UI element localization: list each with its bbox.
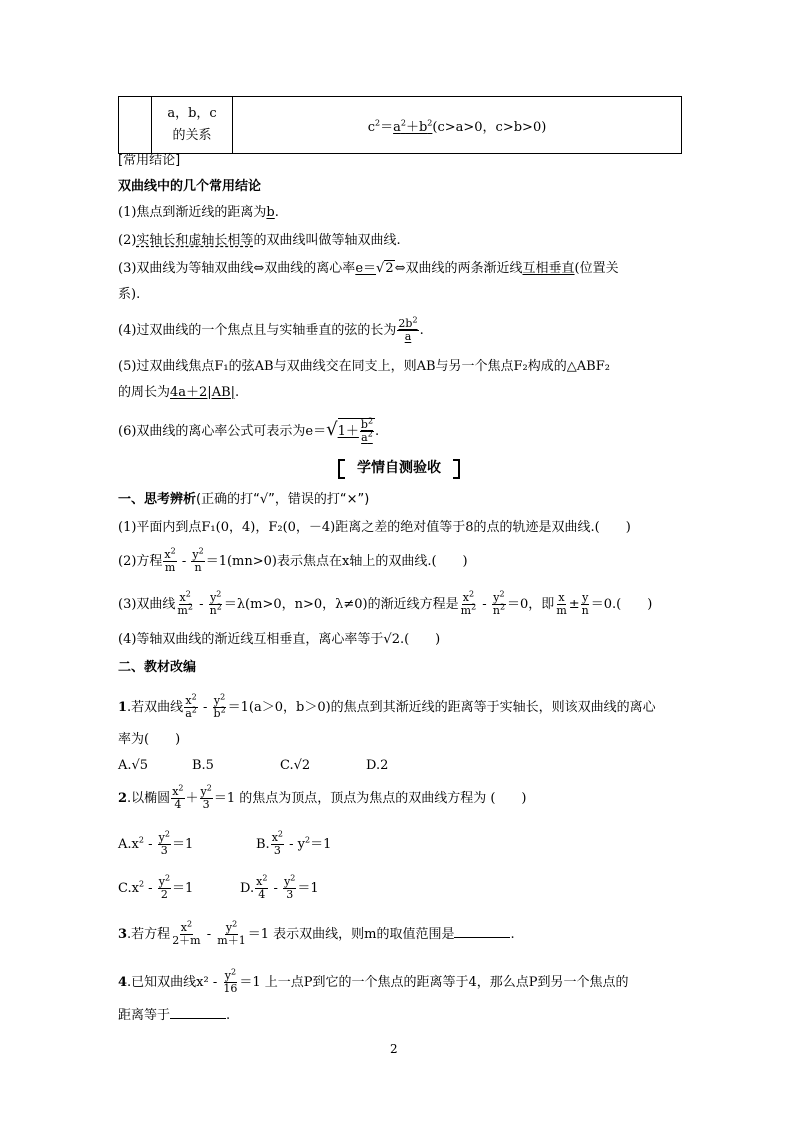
c2-underlined: 实轴长和虚轴长相等 xyxy=(136,233,254,248)
option-d: D.2 xyxy=(366,758,389,773)
option-c: $C.x^2$ - $\frac{y^2}{2}$ ＝1 xyxy=(118,873,194,901)
part2-title: 二、教材改编 xyxy=(118,660,197,675)
part2-q1-line2: 率为( ) xyxy=(118,732,181,747)
common-tag: [常用结论] xyxy=(118,153,181,168)
conclusion-3: (3)双曲线为等轴双曲线⇔双曲线的离心率e＝√2⇔双曲线的两条渐近线互相垂直(位置关 xyxy=(118,261,619,276)
table-empty-cell xyxy=(119,97,152,154)
part1-q1: (1)平面内到点F₁(0，4)，F₂(0，－4)距离之差的绝对值等于8的点的轨迹是双曲线.( ) xyxy=(118,520,631,535)
option-b: B. $\frac{x^2}{3}$ - $y^2=1$ xyxy=(256,829,332,857)
c1-value: b xyxy=(266,205,275,220)
table-row xyxy=(119,97,682,154)
answer-blank[interactable] xyxy=(454,925,510,938)
part2-q1: 1.若双曲线 $\frac{x^2}{a^2}$ - $\frac{y^2}{b^2}$ ＝1(a＞0，b＞0)的焦点到其渐近线的距离等于实轴长，则该双曲线的离心 xyxy=(118,692,656,720)
section-heading: 学情自测验收 xyxy=(338,458,460,478)
conclusion-5: (5)过双曲线焦点F₁的弦AB与双曲线交在同支上，则AB与另一个焦点F₂构成的△ABF₂ xyxy=(118,359,610,374)
common-title: 双曲线中的几个常用结论 xyxy=(118,179,262,194)
part1-q2: (2)方程 $\frac{x^2}{m}$ - $\frac{y^2}{n}$ ＝1(mn>0)表示焦点在x轴上的双曲线.( ) xyxy=(118,546,468,574)
conclusion-4: (4)过双曲线的一个焦点且与实轴垂直的弦的长为 $\frac{2b^2}{a}$ . xyxy=(118,315,424,343)
c3-ecc: e＝√2 xyxy=(355,261,394,276)
table-value-cell: $c^2=a^2+b^2(c>a>0$，c>b>0) xyxy=(233,97,682,154)
part2-q3: 3.若方程 $\frac{x^2}{2+m}$ - $\frac{y^2}{m+1}$ ＝1 表示双曲线，则m的取值范围是 . xyxy=(118,919,515,947)
c4-fraction: $\frac{2b^2}{a}$ xyxy=(398,315,418,343)
part2-q4-line2: 距离等于 . xyxy=(118,1008,231,1023)
table-label-cell xyxy=(152,97,233,154)
table-label-line1: a，b，c xyxy=(167,106,217,121)
relation-table xyxy=(118,96,682,154)
option-d: D. $\frac{x^2}{4}$ - $\frac{y^2}{3}$ ＝1 xyxy=(240,873,319,901)
table-label-line2: 的关系 xyxy=(172,128,212,143)
page-number: 2 xyxy=(390,1042,398,1056)
part2-q2: 2.以椭圆 $\frac{x^2}{4}$ ＋ $\frac{y^2}{3}$ ＝1 的焦点为顶点，顶点为焦点的双曲线方程为 ( ) xyxy=(118,783,527,811)
answer-blank[interactable] xyxy=(170,1006,226,1019)
part1-title: 一、思考辨析(正确的打“√”，错误的打“×”) xyxy=(118,492,370,507)
conclusion-6: (6)双曲线的离心率公式可表示为e＝√1＋ $\frac{b^2}{a^2}$ . xyxy=(118,416,380,444)
conclusion-3-line2: 系). xyxy=(118,287,141,302)
c5-value: 4a＋2|AB| xyxy=(170,385,236,400)
option-a: $A.x^2$ - $\frac{y^2}{3}$ ＝1 xyxy=(118,829,194,857)
option-a: A.√5 xyxy=(118,758,149,773)
part2-q4: 4.已知双曲线x² - $\frac{y^2}{16}$ ＝1 上一点P到它的一个焦点的距离等于4，那么点P到另一个焦点的 xyxy=(118,967,629,995)
conclusion-1: (1)焦点到渐近线的距离为b. xyxy=(118,205,279,220)
part1-q3: (3)双曲线 $\frac{x^2}{m^2}$ - $\frac{y^2}{n^2}$ ＝λ(m>0，n>0，λ≠0)的渐近线方程是 $\frac{x^2}{m^2}$ - $\frac{y^2}{n^2}$ ＝0，即 $\frac{x}{m}$ ± $\frac{y}{n}$ ＝0.( ) xyxy=(118,589,653,617)
c3-perp: 互相垂直 xyxy=(522,261,575,276)
option-c: C.√2 xyxy=(280,758,311,773)
conclusion-2: (2)实轴长和虚轴长相等的双曲线叫做等轴双曲线. xyxy=(118,233,401,248)
part1-q4: (4)等轴双曲线的渐近线互相垂直，离心率等于√2.( ) xyxy=(118,632,441,647)
conclusion-5-line2: 的周长为4a＋2|AB|. xyxy=(118,385,240,400)
option-b: B.5 xyxy=(192,758,214,773)
